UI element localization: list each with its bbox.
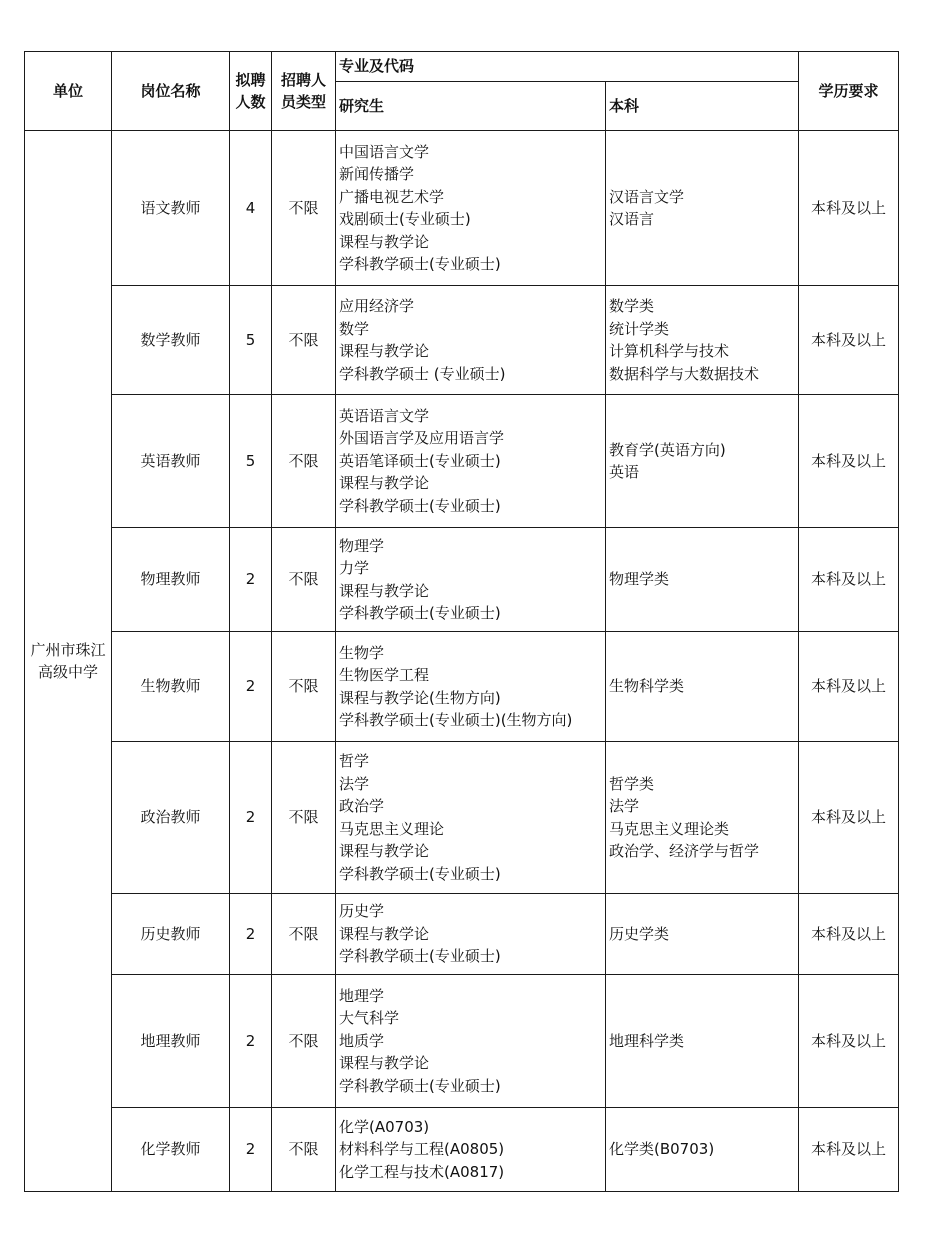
graduate-major-item: 课程与教学论(生物方向) xyxy=(339,688,501,707)
graduate-major-item: 化学(A0703) xyxy=(339,1117,430,1136)
count-cell: 2 xyxy=(230,894,272,975)
position-name-cell: 政治教师 xyxy=(112,742,230,894)
count-cell: 2 xyxy=(230,1108,272,1192)
recruit-type-cell: 不限 xyxy=(272,395,336,528)
undergraduate-major-item: 马克思主义理论类 xyxy=(609,819,730,838)
graduate-major-item: 学科教学硕士(专业硕士) xyxy=(339,1076,501,1095)
count-cell: 5 xyxy=(230,286,272,395)
undergraduate-major-item: 历史学类 xyxy=(609,924,670,943)
undergraduate-majors-cell xyxy=(606,286,799,395)
graduate-major-item: 戏剧硕士(专业硕士) xyxy=(339,210,471,228)
education-requirement-cell: 本科及以上 xyxy=(799,632,899,742)
undergraduate-major-item: 地理科学类 xyxy=(609,1031,685,1050)
graduate-majors-cell xyxy=(336,286,606,395)
header-education: 学历要求 xyxy=(799,52,899,131)
graduate-major-item: 生物医学工程 xyxy=(339,666,430,684)
position-name-cell: 地理教师 xyxy=(112,975,230,1108)
graduate-major-item: 地质学 xyxy=(339,1031,385,1050)
graduate-major-item: 学科教学硕士(专业硕士) xyxy=(339,947,501,966)
graduate-major-item: 新闻传播学 xyxy=(339,165,415,183)
unit-line1: 广州市珠江 xyxy=(30,641,106,659)
graduate-major-item: 课程与教学论 xyxy=(339,1054,430,1073)
recruit-type-cell: 不限 xyxy=(272,742,336,894)
table-row xyxy=(25,632,899,742)
undergraduate-major-item: 化学类(B0703) xyxy=(609,1140,715,1159)
header-undergraduate: 本科 xyxy=(606,82,799,131)
table-body xyxy=(25,131,899,1192)
education-requirement-cell: 本科及以上 xyxy=(799,395,899,528)
table-row xyxy=(25,742,899,894)
undergraduate-major-item: 统计学类 xyxy=(609,319,670,338)
graduate-major-item: 学科教学硕士 (专业硕士) xyxy=(339,364,506,383)
recruit-type-cell: 不限 xyxy=(272,894,336,975)
undergraduate-major-item: 英语 xyxy=(609,463,640,481)
education-requirement-cell: 本科及以上 xyxy=(799,742,899,894)
graduate-major-item: 课程与教学论 xyxy=(339,342,430,360)
graduate-majors-cell xyxy=(336,395,606,528)
table-row xyxy=(25,286,899,395)
undergraduate-major-item: 政治学、经济学与哲学 xyxy=(609,842,760,860)
position-name-cell: 历史教师 xyxy=(112,894,230,975)
graduate-major-item: 课程与教学论 xyxy=(339,232,430,251)
graduate-major-item: 学科教学硕士(专业硕士) xyxy=(339,604,501,622)
count-cell: 4 xyxy=(230,131,272,286)
undergraduate-major-item: 数据科学与大数据技术 xyxy=(609,364,760,383)
graduate-major-item: 学科教学硕士(专业硕士)(生物方向) xyxy=(339,711,573,729)
graduate-majors-cell xyxy=(336,894,606,975)
graduate-major-item: 应用经济学 xyxy=(339,297,415,315)
education-requirement-cell: 本科及以上 xyxy=(799,1108,899,1192)
graduate-major-item: 力学 xyxy=(339,559,370,577)
graduate-major-item: 地理学 xyxy=(339,986,385,1005)
header-unit: 单位 xyxy=(25,52,112,131)
graduate-major-item: 课程与教学论 xyxy=(339,924,430,943)
undergraduate-majors-cell xyxy=(606,742,799,894)
graduate-major-item: 学科教学硕士(专业硕士) xyxy=(339,496,501,515)
undergraduate-majors-cell xyxy=(606,395,799,528)
graduate-major-item: 大气科学 xyxy=(339,1009,400,1028)
undergraduate-majors-cell xyxy=(606,894,799,975)
graduate-majors-cell xyxy=(336,131,606,286)
recruit-type-cell: 不限 xyxy=(272,632,336,742)
graduate-major-item: 中国语言文学 xyxy=(339,142,430,161)
recruitment-table xyxy=(24,51,899,1192)
table-header xyxy=(25,52,899,131)
recruit-type-cell: 不限 xyxy=(272,1108,336,1192)
count-cell: 2 xyxy=(230,632,272,742)
graduate-major-item: 课程与教学论 xyxy=(339,581,430,600)
undergraduate-major-item: 哲学类 xyxy=(609,774,655,793)
graduate-major-item: 数学 xyxy=(339,319,370,338)
unit-line2: 高级中学 xyxy=(37,663,98,681)
graduate-major-item: 广播电视艺术学 xyxy=(339,187,445,206)
count-cell: 5 xyxy=(230,395,272,528)
header-position-name: 岗位名称 xyxy=(112,52,230,131)
graduate-majors-cell xyxy=(336,1108,606,1192)
graduate-major-item: 哲学 xyxy=(339,752,370,770)
undergraduate-majors-cell xyxy=(606,528,799,632)
header-graduate: 研究生 xyxy=(336,82,606,131)
graduate-major-item: 材料科学与工程(A0805) xyxy=(339,1140,505,1159)
count-cell: 2 xyxy=(230,528,272,632)
position-name-cell: 物理教师 xyxy=(112,528,230,632)
graduate-major-item: 法学 xyxy=(339,774,370,793)
header-major-code: 专业及代码 xyxy=(336,52,799,82)
table-row xyxy=(25,131,899,286)
undergraduate-majors-cell xyxy=(606,1108,799,1192)
graduate-majors-cell xyxy=(336,528,606,632)
unit-cell xyxy=(25,131,112,1192)
table-row xyxy=(25,1108,899,1192)
table-row xyxy=(25,894,899,975)
graduate-majors-cell xyxy=(336,742,606,894)
graduate-major-item: 英语语言文学 xyxy=(339,406,430,425)
education-requirement-cell: 本科及以上 xyxy=(799,528,899,632)
undergraduate-major-item: 生物科学类 xyxy=(609,677,685,696)
education-requirement-cell: 本科及以上 xyxy=(799,894,899,975)
undergraduate-major-item: 汉语言文学 xyxy=(609,187,685,206)
count-cell: 2 xyxy=(230,975,272,1108)
header-type-line1: 招聘人 xyxy=(280,71,326,89)
header-recruit-type xyxy=(272,52,336,131)
recruit-type-cell: 不限 xyxy=(272,528,336,632)
undergraduate-major-item: 汉语言 xyxy=(609,210,655,228)
undergraduate-majors-cell xyxy=(606,632,799,742)
undergraduate-major-item: 教育学(英语方向) xyxy=(609,440,726,459)
position-name-cell: 英语教师 xyxy=(112,395,230,528)
header-type-line2: 员类型 xyxy=(280,93,326,111)
table-row xyxy=(25,395,899,528)
undergraduate-major-item: 法学 xyxy=(609,797,640,815)
education-requirement-cell: 本科及以上 xyxy=(799,975,899,1108)
graduate-major-item: 课程与教学论 xyxy=(339,842,430,860)
recruit-type-cell: 不限 xyxy=(272,286,336,395)
graduate-major-item: 生物学 xyxy=(339,643,385,662)
graduate-major-item: 政治学 xyxy=(339,797,385,815)
count-cell: 2 xyxy=(230,742,272,894)
education-requirement-cell: 本科及以上 xyxy=(799,286,899,395)
education-requirement-cell: 本科及以上 xyxy=(799,131,899,286)
position-name-cell: 语文教师 xyxy=(112,131,230,286)
header-count-line1: 拟聘 xyxy=(235,71,266,89)
recruit-type-cell: 不限 xyxy=(272,975,336,1108)
table-row xyxy=(25,528,899,632)
undergraduate-major-item: 物理学类 xyxy=(609,570,670,589)
position-name-cell: 数学教师 xyxy=(112,286,230,395)
position-name-cell: 生物教师 xyxy=(112,632,230,742)
graduate-major-item: 历史学 xyxy=(339,902,385,921)
undergraduate-major-item: 计算机科学与技术 xyxy=(609,342,730,360)
graduate-major-item: 化学工程与技术(A0817) xyxy=(339,1162,505,1181)
graduate-major-item: 外国语言学及应用语言学 xyxy=(339,429,505,448)
position-name-cell: 化学教师 xyxy=(112,1108,230,1192)
graduate-major-item: 物理学 xyxy=(339,536,385,555)
graduate-majors-cell xyxy=(336,975,606,1108)
undergraduate-majors-cell xyxy=(606,131,799,286)
graduate-major-item: 英语笔译硕士(专业硕士) xyxy=(339,451,501,470)
graduate-majors-cell xyxy=(336,632,606,742)
graduate-major-item: 学科教学硕士(专业硕士) xyxy=(339,864,501,883)
graduate-major-item: 课程与教学论 xyxy=(339,474,430,493)
undergraduate-majors-cell xyxy=(606,975,799,1108)
undergraduate-major-item: 数学类 xyxy=(609,297,655,315)
header-count xyxy=(230,52,272,131)
graduate-major-item: 马克思主义理论 xyxy=(339,819,445,838)
recruit-type-cell: 不限 xyxy=(272,131,336,286)
graduate-major-item: 学科教学硕士(专业硕士) xyxy=(339,255,501,273)
table-row xyxy=(25,975,899,1108)
header-count-line2: 人数 xyxy=(235,93,266,111)
